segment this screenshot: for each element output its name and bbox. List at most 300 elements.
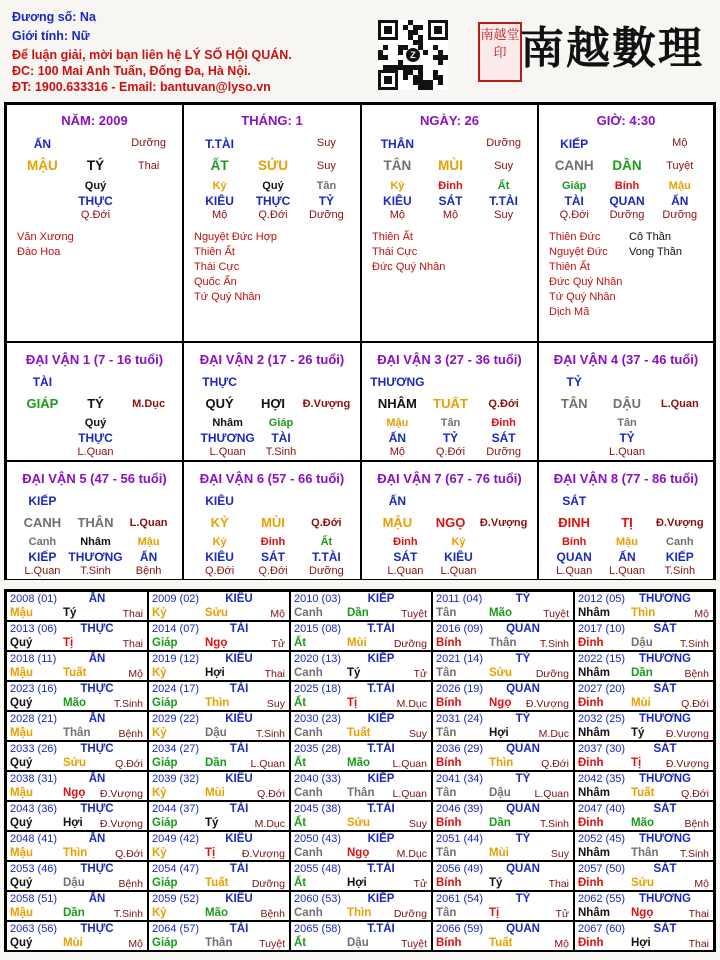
hidden-state: Q.Đới bbox=[80, 209, 111, 221]
hidden-stem: Tân bbox=[440, 417, 461, 429]
year-cell bbox=[290, 891, 432, 921]
year-label: 2019 (12) bbox=[152, 653, 200, 665]
star-item: Đức Quý Nhân bbox=[372, 261, 446, 273]
year-branch: Mão bbox=[347, 757, 370, 769]
year-cell bbox=[432, 801, 574, 831]
year-stem: Mậu bbox=[10, 667, 33, 679]
year-branch: Dậu bbox=[205, 727, 227, 739]
pillar-state: Tuyệt bbox=[666, 160, 694, 172]
dai-van-title: ĐẠI VẬN 6 (57 - 66 tuổi) bbox=[199, 471, 345, 486]
year-label: 2042 (35) bbox=[578, 773, 626, 785]
hidden-stem: Bính bbox=[561, 536, 587, 548]
hidden-relation: KIÊU bbox=[444, 550, 473, 564]
year-stem: Giáp bbox=[152, 637, 178, 649]
year-branch: Thân bbox=[347, 787, 375, 799]
year-relation: TÀI bbox=[229, 863, 249, 875]
year-relation: T.TÀI bbox=[367, 623, 395, 635]
dai-van-state: M.Dục bbox=[132, 398, 166, 410]
year-stem: Giáp bbox=[152, 757, 178, 769]
year-state: L.Quan bbox=[250, 758, 285, 770]
year-stem: Nhâm bbox=[578, 907, 610, 919]
year-branch: Sửu bbox=[347, 817, 371, 829]
logo-text: 南越數理 bbox=[520, 23, 704, 74]
year-state: T.Sinh bbox=[539, 818, 569, 830]
year-label: 2056 (49) bbox=[436, 863, 484, 875]
year-label: 2026 (19) bbox=[436, 683, 484, 695]
year-branch: Thìn bbox=[631, 607, 656, 619]
star-item: Thiên Đức bbox=[549, 231, 601, 243]
year-state: Bệnh bbox=[684, 668, 709, 680]
year-branch: Tý bbox=[631, 727, 645, 739]
year-relation: THƯƠNG bbox=[639, 833, 691, 845]
year-label: 2021 (14) bbox=[436, 653, 484, 665]
year-state: Tử bbox=[271, 638, 285, 650]
year-branch: Tý bbox=[205, 817, 219, 829]
year-state: Mộ bbox=[554, 938, 569, 950]
year-cell bbox=[148, 771, 290, 801]
hidden-state: L.Quan bbox=[556, 565, 593, 577]
year-relation: QUAN bbox=[506, 923, 540, 935]
hidden-stem: Quý bbox=[84, 180, 107, 192]
pillar-state: Suy bbox=[316, 160, 336, 172]
hidden-state: Mộ bbox=[442, 209, 459, 221]
year-branch: Dậu bbox=[489, 787, 511, 799]
year-label: 2039 (32) bbox=[152, 773, 200, 785]
year-stem: Kỷ bbox=[152, 607, 167, 619]
year-cell bbox=[574, 921, 714, 951]
year-relation: THỰC bbox=[80, 743, 114, 755]
hidden-stem: Quý bbox=[84, 417, 107, 429]
star-item: Quốc Ấn bbox=[194, 276, 237, 288]
hidden-relation: QUAN bbox=[609, 194, 645, 208]
year-stem: Quý bbox=[10, 757, 33, 769]
dai-van-title: ĐẠI VẬN 7 (67 - 76 tuổi) bbox=[377, 471, 522, 486]
year-label: 2028 (21) bbox=[10, 713, 58, 725]
year-branch: Mùi bbox=[63, 937, 83, 949]
year-cell bbox=[290, 741, 432, 771]
year-state: Dưỡng bbox=[393, 638, 427, 650]
hidden-relation: SÁT bbox=[261, 550, 285, 564]
dai-van-1 bbox=[6, 342, 183, 461]
year-relation: KIẾP bbox=[367, 833, 395, 845]
dai-van-title: ĐẠI VẬN 1 (7 - 16 tuổi) bbox=[25, 352, 164, 367]
year-state: Suy bbox=[408, 728, 427, 740]
year-label: 2016 (09) bbox=[436, 623, 484, 635]
year-state: Đ.Vượng bbox=[99, 818, 143, 830]
hidden-relation: SÁT bbox=[438, 194, 463, 208]
year-branch: Mão bbox=[631, 817, 654, 829]
year-label: 2025 (18) bbox=[294, 683, 342, 695]
hidden-relation: SÁT bbox=[393, 550, 418, 564]
year-stem: Ất bbox=[294, 877, 307, 889]
dai-van-stem: NHÂM bbox=[377, 396, 417, 411]
year-branch: Thân bbox=[63, 727, 91, 739]
dai-van-7 bbox=[361, 461, 538, 580]
year-stem: Canh bbox=[294, 787, 323, 799]
year-branch: Mão bbox=[63, 697, 86, 709]
year-relation: THƯƠNG bbox=[639, 593, 691, 605]
dai-van-branch: HỢI bbox=[260, 396, 286, 411]
hidden-state: Mộ bbox=[211, 209, 228, 221]
star-item: Nguyệt Đức Hợp bbox=[194, 231, 278, 243]
year-branch: Ngọ bbox=[205, 637, 228, 649]
hidden-state: Q.Đới bbox=[204, 565, 235, 577]
pillar-stem: CANH bbox=[554, 158, 594, 173]
year-state: Mộ bbox=[128, 938, 143, 950]
pillar-title: NĂM: 2009 bbox=[61, 113, 128, 128]
hidden-stem: Đinh bbox=[438, 180, 463, 192]
year-branch: Tuất bbox=[631, 787, 655, 799]
year-branch: Dậu bbox=[347, 937, 369, 949]
hidden-stem: Bính bbox=[614, 180, 640, 192]
year-stem: Quý bbox=[10, 637, 33, 649]
year-relation: KIẾP bbox=[367, 713, 395, 725]
year-cell bbox=[432, 921, 574, 951]
star-item: Tứ Quý Nhân bbox=[549, 291, 616, 303]
year-branch: Thìn bbox=[205, 697, 230, 709]
year-label: 2036 (29) bbox=[436, 743, 484, 755]
dai-van-state: Đ.Vượng bbox=[302, 398, 351, 410]
year-cell bbox=[6, 771, 148, 801]
dai-van-3 bbox=[361, 342, 538, 461]
star-item: Đào Hoa bbox=[17, 246, 61, 258]
pillar-stem: MẬU bbox=[27, 158, 58, 173]
year-cell bbox=[290, 861, 432, 891]
pillar-state: Suy bbox=[494, 160, 514, 172]
year-state: Tử bbox=[413, 668, 427, 680]
year-label: 2063 (56) bbox=[10, 923, 58, 935]
year-relation: T.TÀI bbox=[367, 683, 395, 695]
year-stem: Đinh bbox=[578, 937, 604, 949]
year-stem: Nhâm bbox=[578, 787, 610, 799]
year-label: 2031 (24) bbox=[436, 713, 484, 725]
year-branch: Dần bbox=[347, 607, 369, 619]
year-stem: Bính bbox=[436, 637, 462, 649]
year-stem: Tân bbox=[436, 787, 457, 799]
year-state: Suy bbox=[408, 818, 427, 830]
dai-van-relation: KIẾP bbox=[28, 494, 57, 508]
year-stem: Ất bbox=[294, 937, 307, 949]
hidden-state: T.Sinh bbox=[664, 565, 696, 577]
hidden-relation: THƯƠNG bbox=[200, 431, 255, 445]
year-state: Bệnh bbox=[118, 728, 143, 740]
year-label: 2054 (47) bbox=[152, 863, 200, 875]
hidden-stem: Canh bbox=[28, 536, 57, 548]
year-branch: Thìn bbox=[489, 757, 514, 769]
year-relation: THƯƠNG bbox=[639, 713, 691, 725]
hidden-state: Q.Đới bbox=[258, 565, 288, 577]
year-state: Mộ bbox=[694, 878, 709, 890]
hidden-state: Q.Đới bbox=[258, 209, 288, 221]
year-cell bbox=[290, 921, 432, 951]
dai-van-stem: TÂN bbox=[560, 396, 588, 411]
hidden-state: Q.Đới bbox=[559, 209, 589, 221]
year-branch: Dần bbox=[205, 757, 227, 769]
year-relation: KIÊU bbox=[225, 593, 253, 605]
year-cell bbox=[6, 741, 148, 771]
year-stem: Giáp bbox=[152, 877, 178, 889]
header-phone-email: ĐT: 1900.633316 - Email: bantuvan@lyso.vn bbox=[12, 80, 271, 94]
star-item: Thái Cực bbox=[372, 246, 418, 258]
year-state: Bệnh bbox=[684, 818, 709, 830]
year-state: L.Quan bbox=[392, 788, 427, 800]
year-state: T.Sinh bbox=[679, 638, 709, 650]
year-relation: THỰC bbox=[80, 683, 114, 695]
hidden-stem: Kỷ bbox=[212, 180, 227, 192]
year-branch: Hợi bbox=[489, 727, 509, 739]
year-label: 2059 (52) bbox=[152, 893, 200, 905]
year-relation: THỰC bbox=[80, 923, 114, 935]
year-relation: THỰC bbox=[80, 623, 114, 635]
year-label: 2022 (15) bbox=[578, 653, 626, 665]
year-stem: Nhâm bbox=[578, 667, 610, 679]
year-branch: Tị bbox=[631, 757, 642, 769]
year-branch: Tuất bbox=[63, 667, 87, 679]
year-relation: SÁT bbox=[653, 623, 677, 635]
year-state: Suy bbox=[550, 848, 569, 860]
year-label: 2045 (38) bbox=[294, 803, 342, 815]
year-stem: Đinh bbox=[578, 877, 604, 889]
hidden-state: Q.Đới bbox=[435, 446, 466, 458]
year-branch: Tý bbox=[63, 607, 77, 619]
dai-van-branch: NGỌ bbox=[435, 515, 466, 530]
year-stem: Ất bbox=[294, 697, 307, 709]
hidden-stem: Nhâm bbox=[212, 417, 243, 429]
pillar-relation-state: Mộ bbox=[672, 137, 688, 149]
year-label: 2067 (60) bbox=[578, 923, 626, 935]
pillar-branch: DẦN bbox=[612, 158, 642, 173]
star-item: Tứ Quý Nhân bbox=[194, 291, 261, 303]
year-relation: QUAN bbox=[506, 803, 540, 815]
hidden-relation: ẤN bbox=[388, 431, 407, 445]
year-stem: Canh bbox=[294, 847, 323, 859]
year-stem: Tân bbox=[436, 847, 457, 859]
hidden-relation: THỰC bbox=[255, 194, 291, 208]
year-cell bbox=[148, 681, 290, 711]
year-state: Tuyệt bbox=[259, 938, 285, 950]
hidden-stem: Nhâm bbox=[80, 536, 111, 548]
year-label: 2011 (04) bbox=[436, 593, 483, 605]
hidden-relation: KIẾP bbox=[28, 550, 57, 564]
year-stem: Mậu bbox=[10, 907, 33, 919]
pillar-relation-state: Suy bbox=[316, 137, 336, 149]
year-label: 2012 (05) bbox=[578, 593, 626, 605]
chart-grid bbox=[4, 102, 716, 580]
year-label: 2032 (25) bbox=[578, 713, 626, 725]
year-state: Thai bbox=[688, 908, 709, 920]
year-stem: Tân bbox=[436, 907, 457, 919]
year-cell bbox=[6, 831, 148, 861]
year-label: 2043 (36) bbox=[10, 803, 58, 815]
year-branch: Hợi bbox=[205, 667, 225, 679]
year-cell bbox=[432, 831, 574, 861]
dai-van-branch: MÙI bbox=[261, 515, 285, 530]
year-state: Thai bbox=[122, 638, 143, 650]
hidden-stem: Kỷ bbox=[390, 180, 405, 192]
year-branch: Tị bbox=[63, 637, 74, 649]
pillar-stem: ẤT bbox=[210, 158, 229, 173]
hidden-state: L.Quan bbox=[387, 565, 424, 577]
year-stem: Canh bbox=[294, 607, 323, 619]
hidden-state: L.Quan bbox=[608, 446, 646, 458]
hidden-state: L.Quan bbox=[608, 565, 646, 577]
hidden-stem: Kỷ bbox=[451, 536, 466, 548]
year-cell bbox=[432, 621, 574, 651]
year-stem: Bính bbox=[436, 877, 462, 889]
star-item: Văn Xương bbox=[17, 231, 74, 243]
year-branch: Ngọ bbox=[631, 907, 654, 919]
year-state: Q.Đới bbox=[681, 698, 709, 710]
year-state: Thai bbox=[688, 938, 709, 950]
star-item: Thiên Ất bbox=[372, 231, 413, 243]
year-cell bbox=[290, 831, 432, 861]
year-state: Thai bbox=[122, 608, 143, 620]
year-branch: Thân bbox=[205, 937, 233, 949]
hidden-relation: KIẾP bbox=[665, 550, 694, 564]
pillar-3 bbox=[361, 104, 538, 342]
year-stem: Kỷ bbox=[152, 667, 167, 679]
year-label: 2030 (23) bbox=[294, 713, 342, 725]
year-label: 2041 (34) bbox=[436, 773, 484, 785]
hidden-stem: Tân bbox=[316, 180, 337, 192]
year-cell bbox=[432, 861, 574, 891]
year-stem: Nhâm bbox=[578, 847, 610, 859]
year-label: 2062 (55) bbox=[578, 893, 626, 905]
year-state: Tuyệt bbox=[543, 608, 569, 620]
year-label: 2044 (37) bbox=[152, 803, 200, 815]
pillar-branch: SỬU bbox=[258, 158, 288, 173]
year-branch: Hợi bbox=[631, 937, 651, 949]
star-item: Dịch Mã bbox=[549, 306, 590, 318]
year-state: L.Quan bbox=[392, 758, 427, 770]
dai-van-branch: THÂN bbox=[77, 515, 114, 530]
year-stem: Đinh bbox=[578, 637, 604, 649]
year-stem: Đinh bbox=[578, 757, 604, 769]
year-grid bbox=[4, 589, 716, 952]
hidden-stem: Kỷ bbox=[212, 536, 227, 548]
dai-van-stem: ĐINH bbox=[558, 515, 591, 530]
year-branch: Dậu bbox=[63, 877, 85, 889]
year-state: Đ.Vượng bbox=[525, 698, 569, 710]
year-cell bbox=[148, 921, 290, 951]
dai-van-state: Đ.Vượng bbox=[479, 517, 528, 529]
year-state: Q.Đới bbox=[541, 758, 569, 770]
year-state: Đ.Vượng bbox=[665, 728, 709, 740]
year-branch: Ngọ bbox=[489, 697, 512, 709]
hidden-state: Mộ bbox=[389, 209, 406, 221]
year-relation: KIẾP bbox=[367, 593, 395, 605]
year-relation: THƯƠNG bbox=[639, 653, 691, 665]
year-relation: SÁT bbox=[653, 803, 677, 815]
year-stem: Bính bbox=[436, 937, 462, 949]
dai-van-relation: THƯƠNG bbox=[370, 375, 425, 389]
year-state: T.Sinh bbox=[113, 908, 143, 920]
year-label: 2008 (01) bbox=[10, 593, 58, 605]
qr-code[interactable] bbox=[378, 20, 448, 90]
hidden-relation: TÀI bbox=[564, 194, 584, 208]
year-cell bbox=[574, 801, 714, 831]
year-state: Dưỡng bbox=[393, 908, 427, 920]
hidden-state: Dưỡng bbox=[609, 209, 645, 221]
year-branch: Tị bbox=[347, 697, 358, 709]
year-cell bbox=[6, 861, 148, 891]
year-relation: ẤN bbox=[88, 833, 106, 845]
year-cell bbox=[432, 891, 574, 921]
hidden-state: Suy bbox=[494, 209, 514, 221]
year-branch: Mùi bbox=[489, 847, 509, 859]
star-item: Đức Quý Nhân bbox=[549, 276, 623, 288]
year-label: 2038 (31) bbox=[10, 773, 58, 785]
year-branch: Mùi bbox=[631, 697, 651, 709]
year-stem: Quý bbox=[10, 937, 33, 949]
year-state: Đ.Vượng bbox=[99, 788, 143, 800]
year-label: 2024 (17) bbox=[152, 683, 200, 695]
hidden-relation: TỶ bbox=[442, 431, 459, 445]
hidden-stem: Mậu bbox=[668, 180, 691, 192]
year-stem: Giáp bbox=[152, 937, 178, 949]
year-branch: Thìn bbox=[347, 907, 372, 919]
hidden-stem: Ất bbox=[320, 536, 333, 548]
year-cell bbox=[432, 681, 574, 711]
year-relation: TỶ bbox=[515, 593, 531, 605]
hidden-state: L.Quan bbox=[440, 565, 477, 577]
year-stem: Kỷ bbox=[152, 907, 167, 919]
year-stem: Nhâm bbox=[578, 607, 610, 619]
year-cell bbox=[432, 741, 574, 771]
year-relation: THƯƠNG bbox=[639, 893, 691, 905]
year-cell bbox=[574, 591, 714, 621]
pillar-title: GIỜ: 4:30 bbox=[596, 113, 656, 128]
year-stem: Nhâm bbox=[578, 727, 610, 739]
year-relation: TÀI bbox=[229, 683, 249, 695]
star-item: Cô Thần bbox=[629, 231, 671, 243]
year-relation: THƯƠNG bbox=[639, 773, 691, 785]
year-cell bbox=[574, 621, 714, 651]
year-state: Tử bbox=[413, 878, 427, 890]
pillar-stem: TÂN bbox=[383, 158, 412, 173]
year-state: T.Sinh bbox=[679, 848, 709, 860]
year-cell bbox=[574, 741, 714, 771]
pillar-1 bbox=[6, 104, 183, 342]
header-name: Đương số: Na bbox=[12, 10, 96, 24]
year-relation: KIÊU bbox=[225, 713, 253, 725]
year-label: 2010 (03) bbox=[294, 593, 342, 605]
year-stem: Đinh bbox=[578, 697, 604, 709]
year-branch: Thân bbox=[631, 847, 659, 859]
year-branch: Mùi bbox=[205, 787, 225, 799]
year-stem: Tân bbox=[436, 667, 457, 679]
year-stem: Kỷ bbox=[152, 847, 167, 859]
year-label: 2066 (59) bbox=[436, 923, 484, 935]
year-cell bbox=[290, 681, 432, 711]
hidden-relation: TỶ bbox=[619, 431, 635, 445]
dai-van-stem: CANH bbox=[23, 515, 62, 530]
year-state: Bệnh bbox=[260, 908, 285, 920]
year-stem: Giáp bbox=[152, 697, 178, 709]
year-state: M.Dục bbox=[254, 818, 285, 830]
year-label: 2037 (30) bbox=[578, 743, 626, 755]
hidden-stem: Mậu bbox=[616, 536, 638, 548]
year-stem: Canh bbox=[294, 727, 323, 739]
hidden-stem: Đinh bbox=[260, 536, 286, 548]
year-state: Suy bbox=[266, 698, 285, 710]
year-branch: Sửu bbox=[205, 607, 229, 619]
year-stem: Đinh bbox=[578, 817, 604, 829]
year-state: T.Sinh bbox=[255, 728, 285, 740]
pillar-state: Thai bbox=[137, 160, 160, 172]
year-state: Đ.Vượng bbox=[665, 758, 709, 770]
year-relation: KIÊU bbox=[225, 653, 253, 665]
